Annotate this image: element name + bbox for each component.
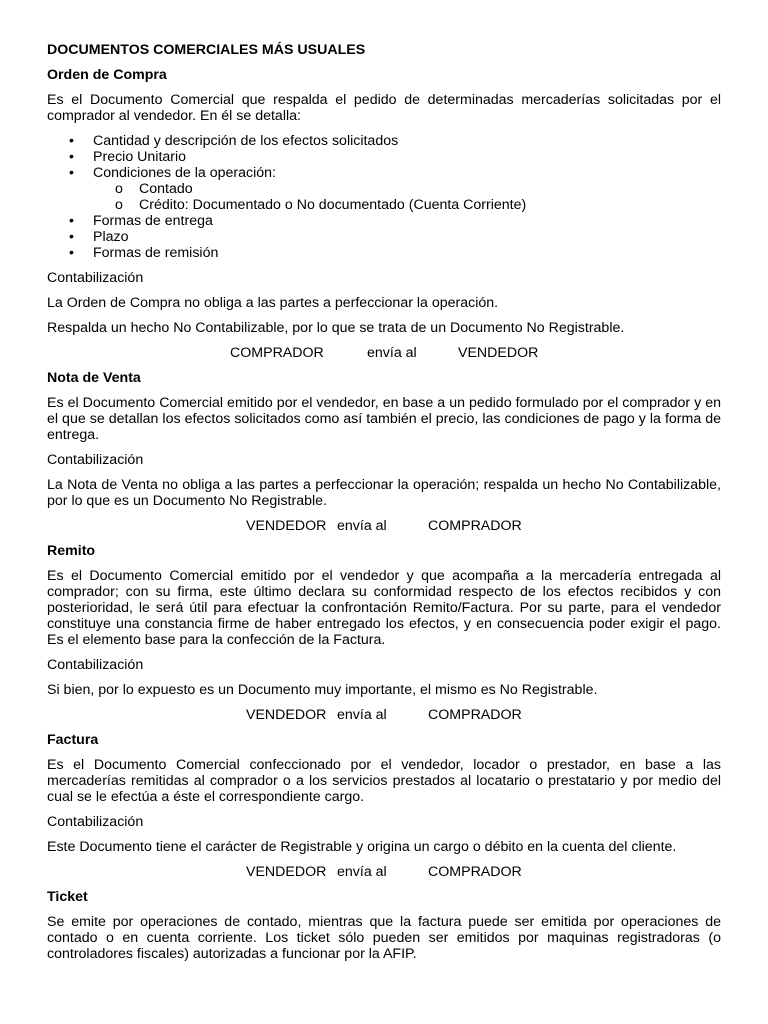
- circle-bullet-icon: o: [115, 197, 123, 213]
- list-item: • Formas de remisión: [69, 245, 219, 261]
- ticket-intro: Se emite por operaciones de contado, mientras que la factura puede ser emitida por operaciones de contado o en cuenta corriente. Los ticket sólo pueden ser emitidos por maquinas registradoras (o controladores fiscales) autorizadas a funcionar por la AFIP.: [47, 914, 721, 962]
- bullet-icon: •: [69, 149, 74, 165]
- flow-receiver: COMPRADOR: [428, 864, 522, 880]
- nota-contabilizacion-label: Contabilización: [47, 452, 144, 468]
- sub-list-item: o Crédito: Documentado o No documentado (Cuenta Corriente): [115, 197, 527, 213]
- remito-intro: Es el Documento Comercial emitido por el vendedor y que acompaña a la mercadería entregada al comprador; con su firma, este último declara su conformidad respecto de los efectos recibidos y con posterioridad, le será útil para efectuar la confrontación Remito/Factura. Por su parte, para el vendedor constituye una constancia firme de haber entregado los efectos, y en consecuencia poder exigir el pago. Es el elemento base para la confección de la Factura.: [47, 568, 721, 648]
- section-heading-remito: Remito: [47, 543, 96, 559]
- flow-receiver: VENDEDOR: [458, 345, 539, 361]
- bullet-icon: •: [69, 229, 74, 245]
- flow-sender: VENDEDOR: [246, 518, 327, 534]
- nota-flow-line: [47, 518, 721, 534]
- flow-verb: envía al: [337, 707, 387, 723]
- flow-verb: envía al: [367, 345, 417, 361]
- flow-sender: COMPRADOR: [230, 345, 324, 361]
- flow-verb: envía al: [337, 864, 387, 880]
- section-heading-orden-de-compra: Orden de Compra: [47, 67, 167, 83]
- factura-paragraph-1: Este Documento tiene el carácter de Registrable y origina un cargo o débito en la cuenta del cliente.: [47, 839, 677, 855]
- remito-contabilizacion-label: Contabilización: [47, 657, 144, 673]
- sub-list-item: o Contado: [115, 181, 193, 197]
- section-heading-factura: Factura: [47, 732, 99, 748]
- circle-bullet-icon: o: [115, 181, 123, 197]
- section-heading-nota-de-venta: Nota de Venta: [47, 370, 141, 386]
- document-body: [47, 42, 721, 971]
- flow-receiver: COMPRADOR: [428, 707, 522, 723]
- orden-detail-list: [47, 133, 721, 261]
- flow-receiver: COMPRADOR: [428, 518, 522, 534]
- flow-sender: VENDEDOR: [246, 864, 327, 880]
- bullet-icon: •: [69, 165, 74, 181]
- list-item: • Plazo: [69, 229, 129, 245]
- list-item: • Cantidad y descripción de los efectos solicitados: [69, 133, 399, 149]
- flow-verb: envía al: [337, 518, 387, 534]
- document-title: DOCUMENTOS COMERCIALES MÁS USUALES: [47, 42, 366, 58]
- factura-flow-line: [47, 864, 721, 880]
- nota-intro: Es el Documento Comercial emitido por el vendedor, en base a un pedido formulado por el comprador y en el que se detallan los efectos solicitados como así también el precio, las condiciones de pago y la forma de entrega.: [47, 395, 721, 443]
- orden-paragraph-2: Respalda un hecho No Contabilizable, por lo que se trata de un Documento No Registrable.: [47, 320, 625, 336]
- flow-sender: VENDEDOR: [246, 707, 327, 723]
- orden-intro: Es el Documento Comercial que respalda el pedido de determinadas mercaderías solicitadas por el comprador al vendedor. En él se detalla:: [47, 92, 721, 124]
- bullet-icon: •: [69, 245, 74, 261]
- orden-contabilizacion-label: Contabilización: [47, 270, 144, 286]
- orden-flow-line: [47, 345, 721, 361]
- section-heading-ticket: Ticket: [47, 889, 88, 905]
- list-item: • Formas de entrega: [69, 213, 213, 229]
- list-item: • Condiciones de la operación: o Contado o Crédito: Documentado o No documentado (Cuenta Corriente): [47, 165, 721, 213]
- list-item: • Precio Unitario: [69, 149, 187, 165]
- factura-intro: Es el Documento Comercial confeccionado por el vendedor, locador o prestador, en base a las mercaderías remitidas al comprador o a los servicios prestados al locatario o prestatario y por medio del cual se le efectúa a éste el correspondiente cargo.: [47, 757, 721, 805]
- payment-conditions-sublist: [93, 181, 721, 213]
- orden-paragraph-1: La Orden de Compra no obliga a las partes a perfeccionar la operación.: [47, 295, 499, 311]
- bullet-icon: •: [69, 213, 74, 229]
- bullet-icon: •: [69, 133, 74, 149]
- remito-paragraph-1: Si bien, por lo expuesto es un Documento muy importante, el mismo es No Registrable.: [47, 682, 598, 698]
- factura-contabilizacion-label: Contabilización: [47, 814, 144, 830]
- nota-paragraph-1: La Nota de Venta no obliga a las partes a perfeccionar la operación; respalda un hecho No Contabilizable, por lo que es un Documento No Registrable.: [47, 477, 721, 509]
- remito-flow-line: [47, 707, 721, 723]
